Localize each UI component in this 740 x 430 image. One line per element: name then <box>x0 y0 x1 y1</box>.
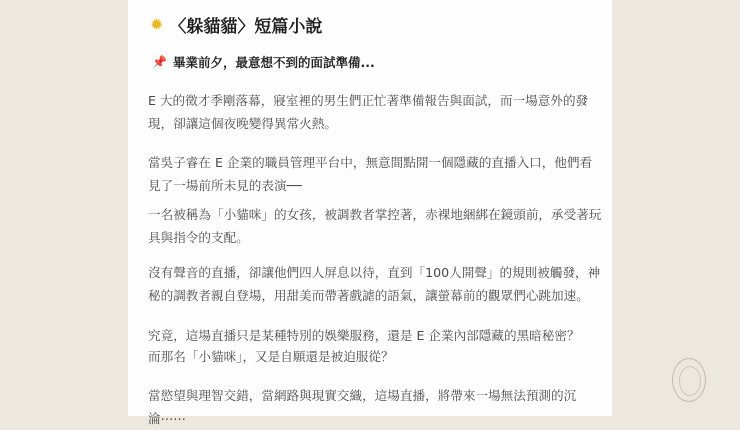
paragraph: 究竟，這場直播只是某種特別的娛樂服務，還是 E 企業內部隱藏的黑暗秘密？ <box>148 328 580 343</box>
paragraph: 一名被稱為「小貓咪」的女孩，被調教者掌控著，赤裸地綑綁在鏡頭前，承受著玩具與指令的支配。 <box>148 207 602 245</box>
page-title <box>150 12 322 37</box>
subtitle-text: 畢業前夕，最意想不到的面試準備... <box>172 55 375 70</box>
paragraph: 當吳子睿在 E 企業的職員管理平台中，無意間點開一個隱藏的直播入口，他們看見了一場前所未見的表演── <box>148 155 593 193</box>
sun-icon: ✹ <box>150 15 164 34</box>
paragraph: 沒有聲音的直播，卻讓他們四人屏息以待，直到「100人開聲」的規則被觸發，神秘的調教者親自登場，用甜美而帶著戲謔的語氣，讓螢幕前的觀眾們心跳加速。 <box>148 265 601 303</box>
subtitle <box>152 53 375 71</box>
title-text: 〈躲貓貓〉短篇小說 <box>169 17 323 37</box>
pushpin-icon: 📌 <box>152 55 167 69</box>
floral-seal-logo <box>672 358 706 402</box>
paragraph: 當慾望與理智交錯，當網路與現實交織，這場直播，將帶來一場無法預測的沉淪⋯⋯ <box>148 388 577 426</box>
paragraph: E 大的徵才季剛落幕，寢室裡的男生們正忙著準備報告與面試，而一場意外的發現，卻讓這個夜晚變得異常火熱。 <box>148 93 589 131</box>
paragraph: 而那名「小貓咪」，又是自願還是被迫服從？ <box>148 349 394 364</box>
